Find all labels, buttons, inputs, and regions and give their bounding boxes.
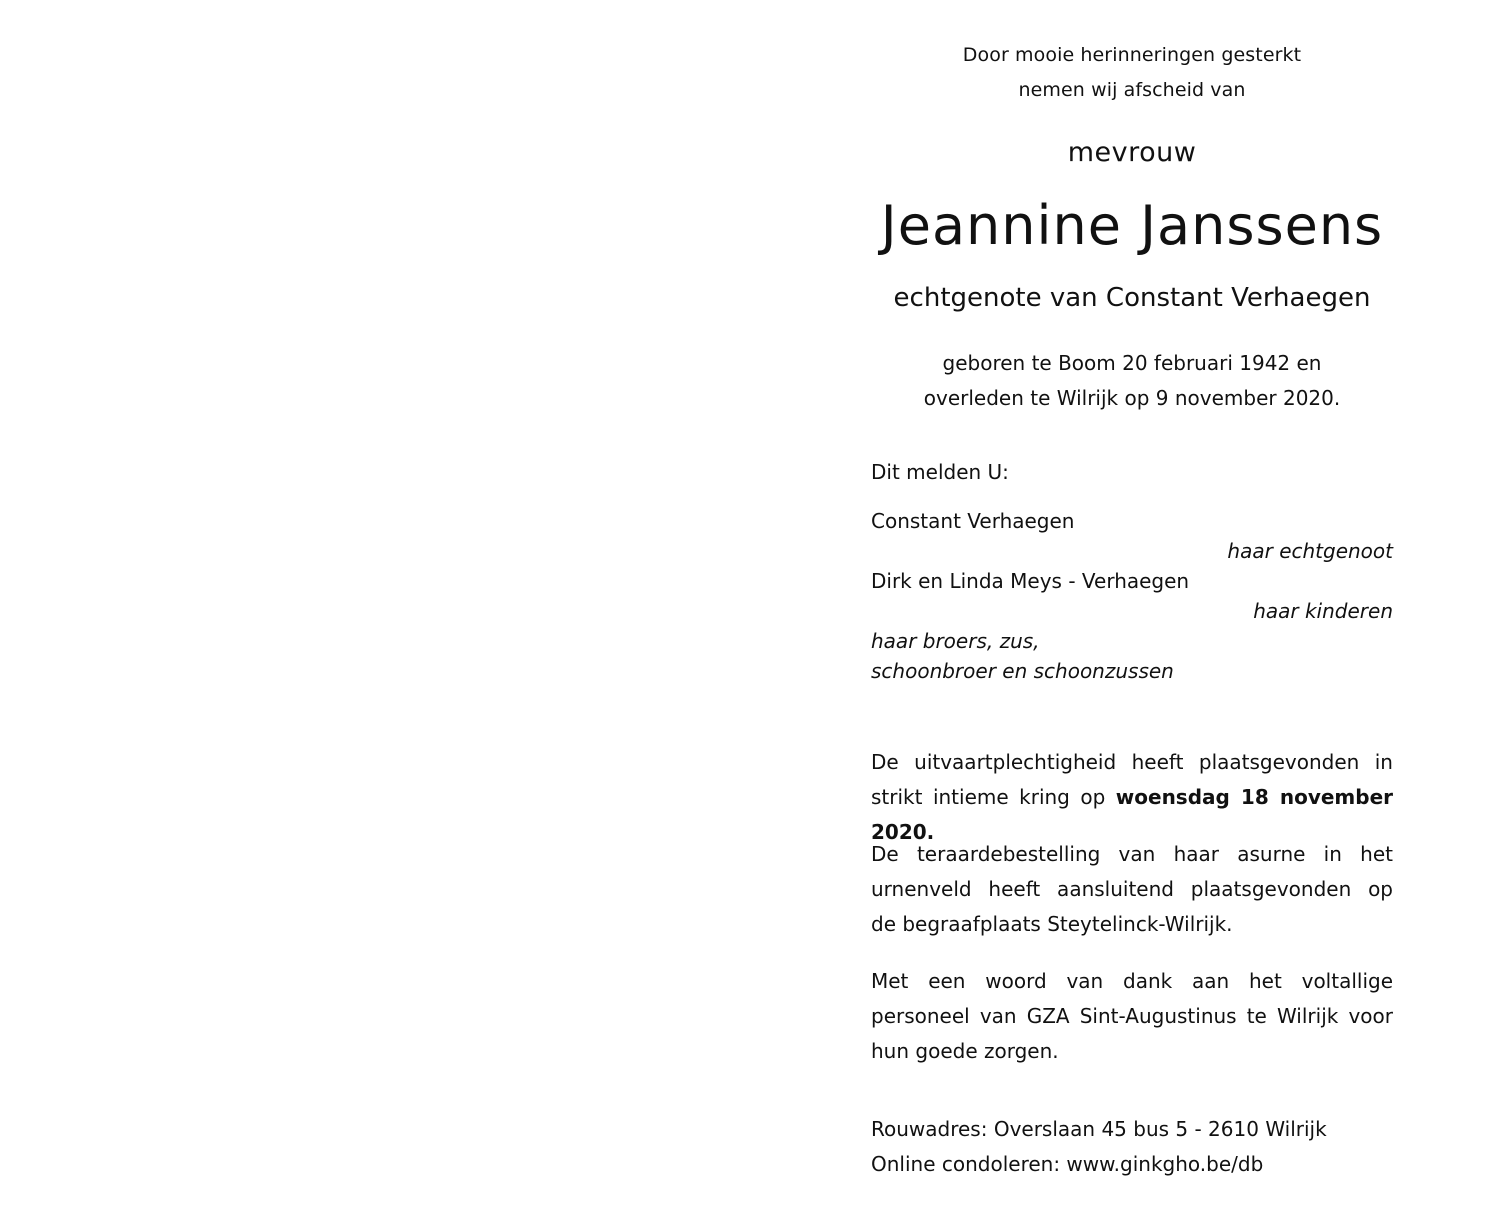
mourning-address: Rouwadres: Overslaan 45 bus 5 - 2610 Wilrijk: [871, 1117, 1327, 1141]
thanks-line-1: Met een woord van dank aan het voltallige: [871, 969, 1393, 993]
burial-line-2: urnenveld heeft aansluitend plaatsgevonden op: [871, 877, 1393, 901]
birth-line: geboren te Boom 20 februari 1942 en: [942, 351, 1322, 375]
ceremony-line-2-text: strikt intieme kring op: [871, 785, 1116, 809]
ceremony-line-2: [871, 780, 1394, 844]
ceremony-line-1: De uitvaartplechtigheid heeft plaatsgevonden in: [871, 750, 1393, 774]
thanks-paragraph: [871, 964, 1393, 1069]
intro-line-1: Door mooie herinneringen gesterkt: [962, 44, 1302, 66]
title-prefix: mevrouw: [1067, 137, 1197, 168]
ceremony-paragraph: [871, 745, 1394, 844]
burial-line-1: De teraardebestelling van haar asurne in het: [871, 842, 1393, 866]
intro-line-2: nemen wij afscheid van: [1018, 79, 1246, 101]
burial-paragraph: [871, 837, 1393, 942]
spouse-line: echtgenote van Constant Verhaegen: [893, 283, 1371, 313]
thanks-line-3: hun goede zorgen.: [871, 1039, 1059, 1063]
announcer-name-2: Dirk en Linda Meys - Verhaegen: [871, 569, 1190, 593]
online-condolences: Online condoleren: www.ginkgho.be/db: [871, 1152, 1264, 1176]
announcer-others-2: schoonbroer en schoonzussen: [871, 659, 1174, 683]
obituary-card: [871, 0, 1393, 1214]
announcer-others-1: haar broers, zus,: [871, 629, 1040, 653]
deceased-name: Jeannine Janssens: [880, 194, 1384, 257]
death-line: overleden te Wilrijk op 9 november 2020.: [923, 386, 1341, 410]
announcers-heading: Dit melden U:: [871, 460, 1009, 484]
announcer-name-1: Constant Verhaegen: [871, 509, 1075, 533]
announcer-relation-1: haar echtgenoot: [1227, 539, 1393, 563]
thanks-line-2: personeel van GZA Sint-Augustinus te Wilrijk voor: [871, 1004, 1393, 1028]
announcer-relation-2: haar kinderen: [1253, 599, 1393, 623]
ceremony-date: woensdag 18 november 2020.: [871, 785, 1394, 844]
burial-line-3: de begraafplaats Steytelinck-Wilrijk.: [871, 912, 1233, 936]
